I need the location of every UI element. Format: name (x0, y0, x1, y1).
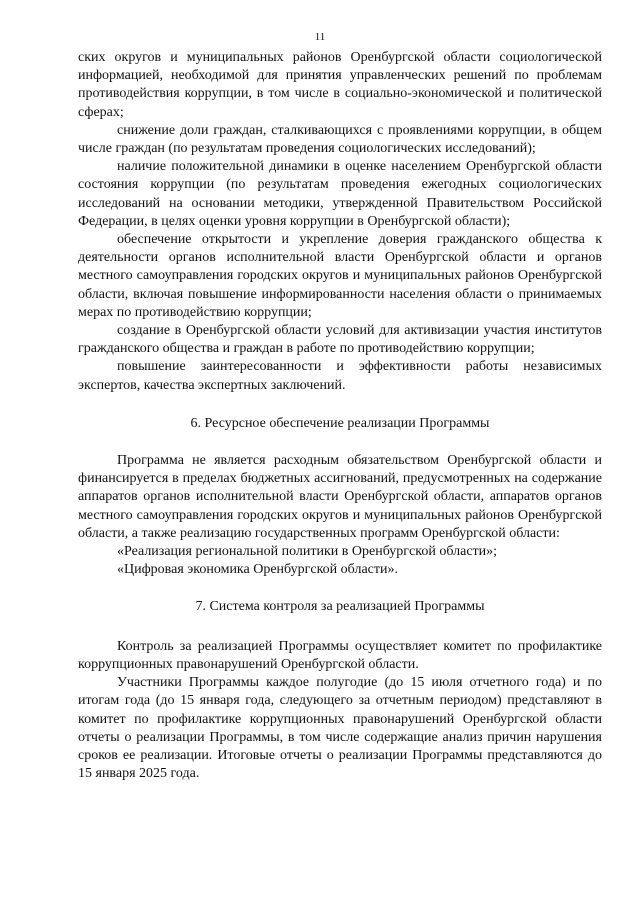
paragraph: Контроль за реализацией Программы осуществляет комитет по профилактике коррупционных правонарушений Оренбургской области. (78, 638, 602, 672)
section-heading: 6. Ресурсное обеспечение реализации Программы (190, 415, 490, 431)
paragraph: «Цифровая экономика Оренбургской области». (117, 562, 398, 578)
paragraph: Программа не является расходным обязательством Оренбургской области и финансируется в пределах бюджетных ассигнований, предусмотренных на содержание аппаратов органов исполнительной власти Оренбургской области, аппаратов органов местного самоуправления городских округов и муниципальных районов Оренбургской области, а также реализацию государственных программ Оренбургской области: (78, 453, 602, 541)
paragraph: Участники Программы каждое полугодие (до 15 июля отчетного года) и по итогам года (до 15 января года, следующего за отчетным периодом) представляют в комитет по профилактике коррупционных правонарушений Оренбургской области отчеты о реализации Программы, в том числе содержащие анализ причин нарушения сроков ее реализации. Итоговые отчеты о реализации Программы представляются до 15 января 2025 года. (78, 675, 602, 782)
document-body (78, 49, 602, 783)
paragraph: снижение доли граждан, сталкивающихся с проявлениями коррупции, в общем числе граждан (по результатам проведения социологических исследований); (78, 122, 602, 157)
paragraph: обеспечение открытости и укрепление доверия гражданского общества к деятельности органов исполнительной власти Оренбургской области и органов местного самоуправления городских округов и муниципальных районов Оренбургской области, включая повышение информированности населения области о принимаемых мерах по противодействию коррупции; (78, 232, 602, 320)
paragraph: наличие положительной динамики в оценке населением Оренбургской области состояния коррупции (по результатам проведения ежегодных социологических исследований на основании методики, утвержденной Правительством Российской Федерации, в целях оценки уровня коррупции в Оренбургской области); (78, 159, 602, 229)
section-heading: 7. Система контроля за реализацией Программы (195, 599, 485, 615)
paragraph: повышение заинтересованности и эффективности работы независимых экспертов, качества экспертных заключений. (78, 359, 602, 393)
paragraph: создание в Оренбургской области условий для активизации участия институтов гражданского общества и граждан в работе по противодействию коррупции; (78, 323, 602, 357)
paragraph: «Реализация региональной политики в Оренбургской области»; (117, 544, 498, 560)
paragraph: ских округов и муниципальных районов Оренбургской области социологической информацией, необходимой для принятия управленческих решений по проблемам противодействия коррупции, в том числе в социально-экономической и политической сферах; (78, 50, 602, 120)
page-number: 11 (314, 31, 326, 43)
